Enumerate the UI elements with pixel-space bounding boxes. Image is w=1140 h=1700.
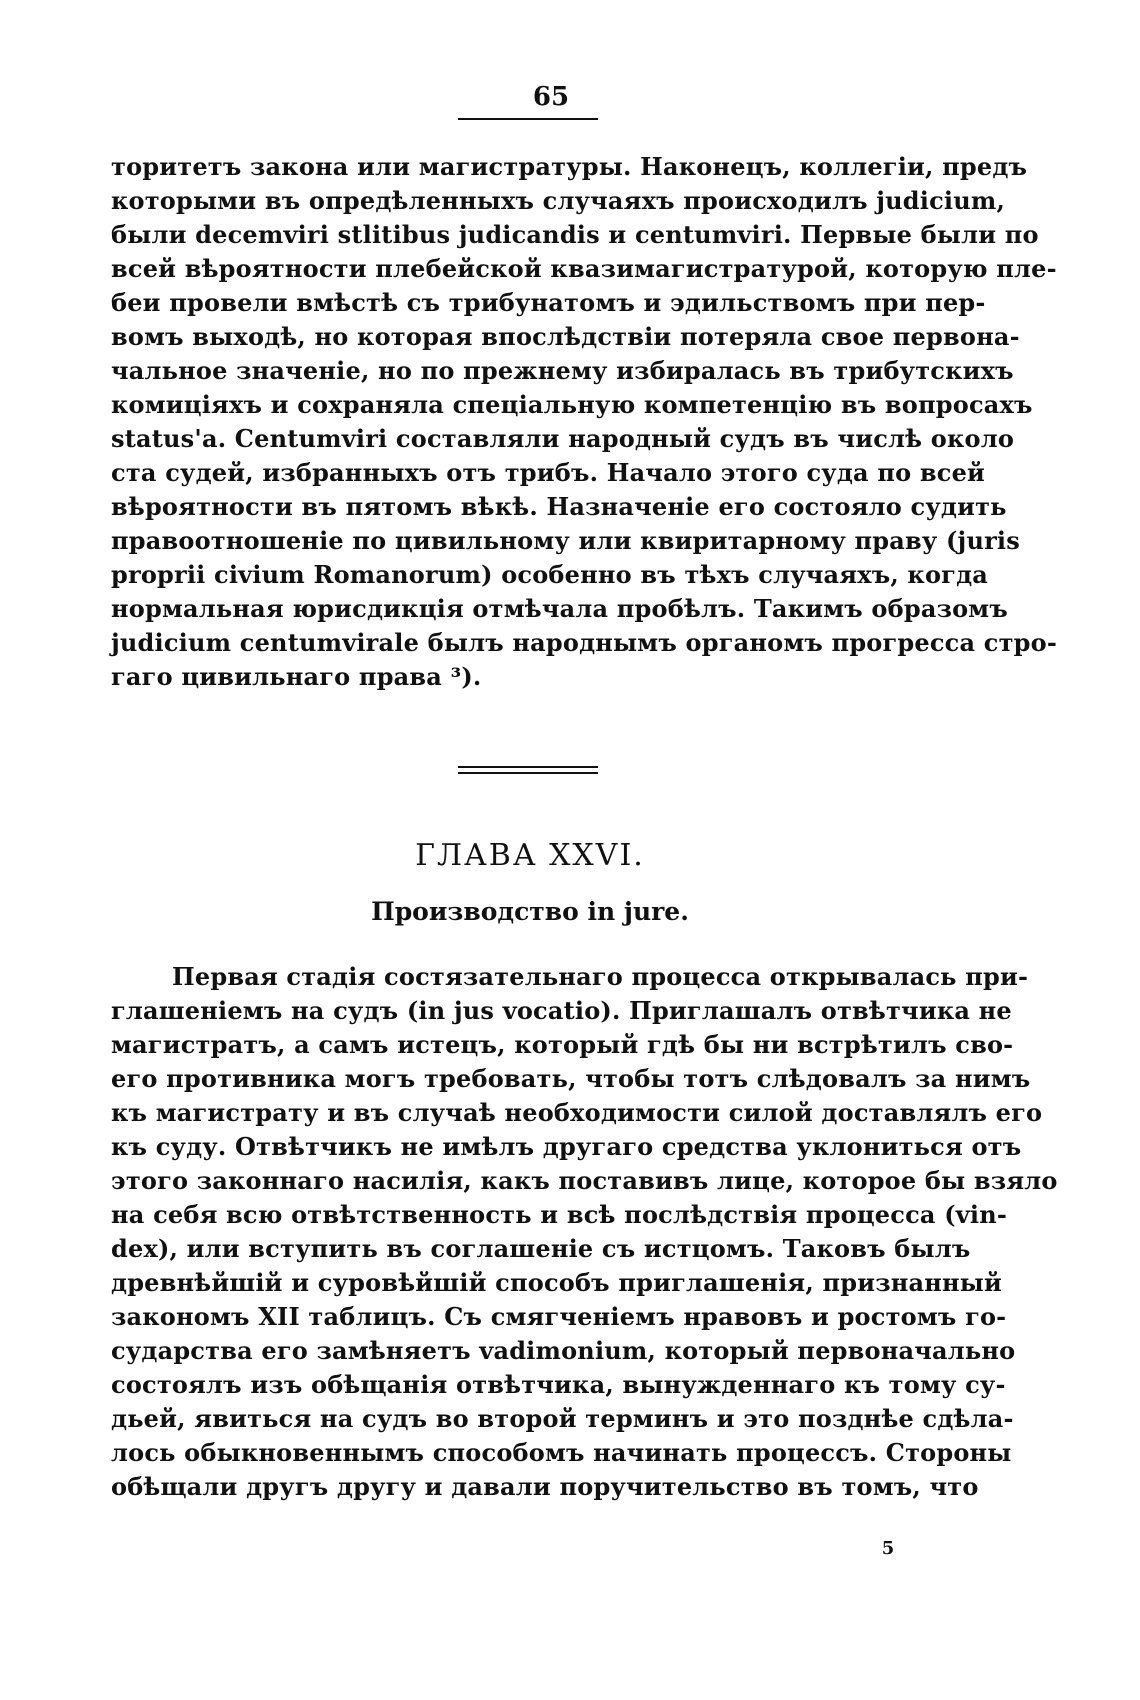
text-line: гаго цивильнаго права ³). xyxy=(111,662,482,691)
section-divider-top xyxy=(458,766,598,768)
text-line: на себя всю отвѣтственность и всѣ послѣдствія процесса (vin- xyxy=(111,1200,1008,1229)
text-line: нормальная юрисдикція отмѣчала пробѣлъ. Такимъ образомъ xyxy=(111,594,1008,623)
section-subtitle: Производство in jure. xyxy=(371,897,689,926)
text-line: сударства его замѣняетъ vadimonium, который первоначально xyxy=(111,1336,1016,1365)
text-line: комиціяхъ и сохраняла спеціальную компетенцію въ вопросахъ xyxy=(111,390,1033,419)
text-line: Первая стадія состязательнаго процесса открывалась при- xyxy=(172,962,1029,991)
signature-mark: 5 xyxy=(881,1538,895,1559)
section-divider-bottom xyxy=(458,772,598,774)
text-line: всей вѣроятности плебейской квазимагистратурой, которую пле- xyxy=(111,254,1057,283)
text-line: правоотношеніе по цивильному или квиритарному праву (juris xyxy=(111,526,1020,555)
text-line: состоялъ изъ обѣщанія отвѣтчика, вынужденнаго къ тому су- xyxy=(111,1370,1006,1399)
text-line: лось обыкновеннымъ способомъ начинать процессъ. Стороны xyxy=(111,1438,1012,1467)
text-line: обѣщали другъ другу и давали поручительство въ томъ, что xyxy=(111,1472,979,1501)
text-line: judicium centumvirale былъ народнымъ органомъ прогресса стро- xyxy=(111,628,1058,657)
text-line: вѣроятности въ пятомъ вѣкѣ. Назначеніе его состояло судить xyxy=(111,492,1007,521)
text-line: ста судей, избранныхъ отъ трибъ. Начало этого суда по всей xyxy=(111,458,986,487)
text-line: къ суду. Отвѣтчикъ не имѣлъ другаго средства уклониться отъ xyxy=(111,1132,1022,1161)
text-line: глашеніемъ на судъ (in jus vocatio). Приглашалъ отвѣтчика не xyxy=(111,996,1012,1025)
chapter-heading: ГЛАВА XXVI. xyxy=(415,838,645,873)
text-line: status'а. Centumviri составляли народный судъ въ числѣ около xyxy=(111,424,1015,453)
text-line: торитетъ закона или магистратуры. Наконецъ, коллегіи, предъ xyxy=(111,152,1028,181)
page-number: 65 xyxy=(532,82,570,112)
text-line: беи провели вмѣстѣ съ трибунатомъ и эдильствомъ при пер- xyxy=(111,288,986,317)
text-line: древнѣйшій и суровѣйшій способъ приглашенія, признанный xyxy=(111,1268,1003,1297)
page-number-rule xyxy=(458,118,598,120)
text-line: proprii civium Romanorum) особенно въ тѣхъ случаяхъ, когда xyxy=(111,560,989,589)
text-line: вомъ выходѣ, но которая впослѣдствіи потеряла свое первона- xyxy=(111,322,1020,351)
text-line: дьей, явиться на судъ во второй терминъ и это позднѣе сдѣла- xyxy=(111,1404,1014,1433)
text-line: этого законнаго насилія, какъ поставивъ лице, которое бы взяло xyxy=(111,1166,1058,1195)
text-line: были decemviri stlitibus judicandis и centumviri. Первые были по xyxy=(111,220,1039,249)
text-line: его противника могъ требовать, чтобы тотъ слѣдовалъ за нимъ xyxy=(111,1064,1031,1093)
text-line: dex), или вступить въ соглашеніе съ истцомъ. Таковъ былъ xyxy=(111,1234,971,1263)
text-line: магистратъ, а самъ истецъ, который гдѣ бы ни встрѣтилъ сво- xyxy=(111,1030,1014,1059)
text-line: закономъ XII таблицъ. Съ смягченіемъ нравовъ и ростомъ го- xyxy=(111,1302,1007,1331)
text-line: которыми въ опредѣленныхъ случаяхъ происходилъ judicium, xyxy=(111,186,1006,215)
text-line: къ магистрату и въ случаѣ необходимости силой доставлялъ его xyxy=(111,1098,1043,1127)
text-line: чальное значеніе, но по прежнему избиралась въ трибутскихъ xyxy=(111,356,1014,385)
